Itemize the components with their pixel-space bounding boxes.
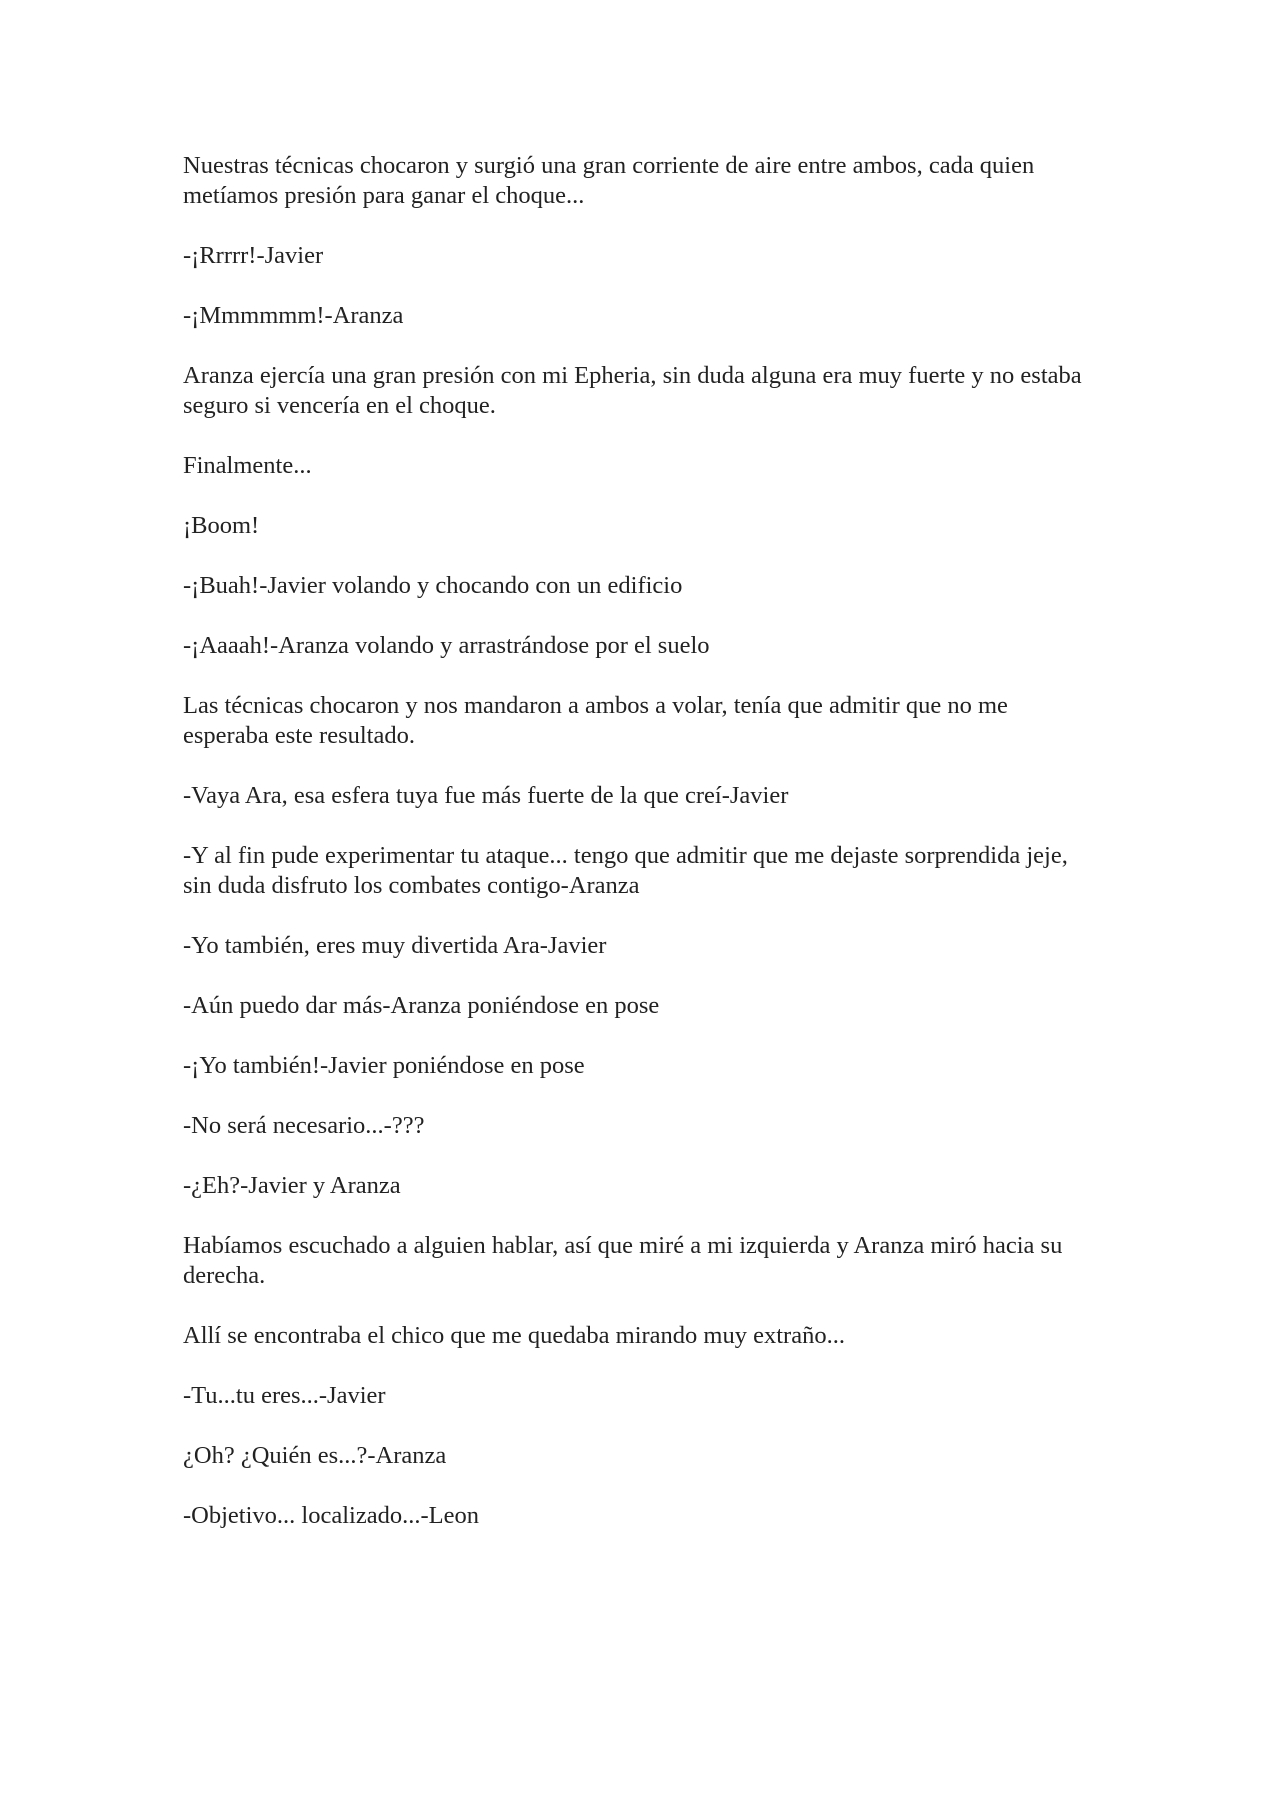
dialogue-line-12: -Yo también, eres muy divertida Ara-Javier (183, 932, 607, 959)
dialogue-line-8: -¡Aaaah!-Aranza volando y arrastrándose por el suelo (183, 632, 710, 659)
paragraph-4: Aranza ejercía una gran presión con mi Epheria, sin duda alguna era muy fuerte y no estaba seguro si vencería en el choque. (183, 362, 1082, 419)
paragraph-1: Nuestras técnicas chocaron y surgió una gran corriente de aire entre ambos, cada quien metíamos presión para ganar el choque... (183, 152, 1035, 209)
dialogue-line-3: -¡Mmmmmm!-Aranza (183, 302, 404, 329)
dialogue-line-11: -Y al fin pude experimentar tu ataque... tengo que admitir que me dejaste sorprendida jeje, sin duda disfruto los combates contigo-Aranza (183, 842, 1068, 899)
dialogue-line-20: ¿Oh? ¿Quién es...?-Aranza (183, 1442, 447, 1469)
dialogue-line-16: -¿Eh?-Javier y Aranza (183, 1172, 401, 1199)
dialogue-line-14: -¡Yo también!-Javier poniéndose en pose (183, 1052, 585, 1079)
dialogue-line-7: -¡Buah!-Javier volando y chocando con un edificio (183, 572, 683, 599)
paragraph-18: Allí se encontraba el chico que me quedaba mirando muy extraño... (183, 1322, 845, 1349)
dialogue-line-19: -Tu...tu eres...-Javier (183, 1382, 386, 1409)
dialogue-line-10: -Vaya Ara, esa esfera tuya fue más fuerte de la que creí-Javier (183, 782, 789, 809)
paragraph-9: Las técnicas chocaron y nos mandaron a ambos a volar, tenía que admitir que no me esperaba este resultado. (183, 692, 1008, 749)
dialogue-line-21: -Objetivo... localizado...-Leon (183, 1502, 479, 1529)
paragraph-5: Finalmente... (183, 452, 312, 479)
dialogue-line-15: -No será necesario...-??? (183, 1112, 425, 1139)
paragraph-17: Habíamos escuchado a alguien hablar, así que miré a mi izquierda y Aranza miró hacia su derecha. (183, 1232, 1063, 1289)
dialogue-line-2: -¡Rrrrr!-Javier (183, 242, 324, 269)
paragraph-6: ¡Boom! (183, 512, 260, 539)
dialogue-line-13: -Aún puedo dar más-Aranza poniéndose en pose (183, 992, 660, 1019)
document-body (183, 151, 1093, 1561)
